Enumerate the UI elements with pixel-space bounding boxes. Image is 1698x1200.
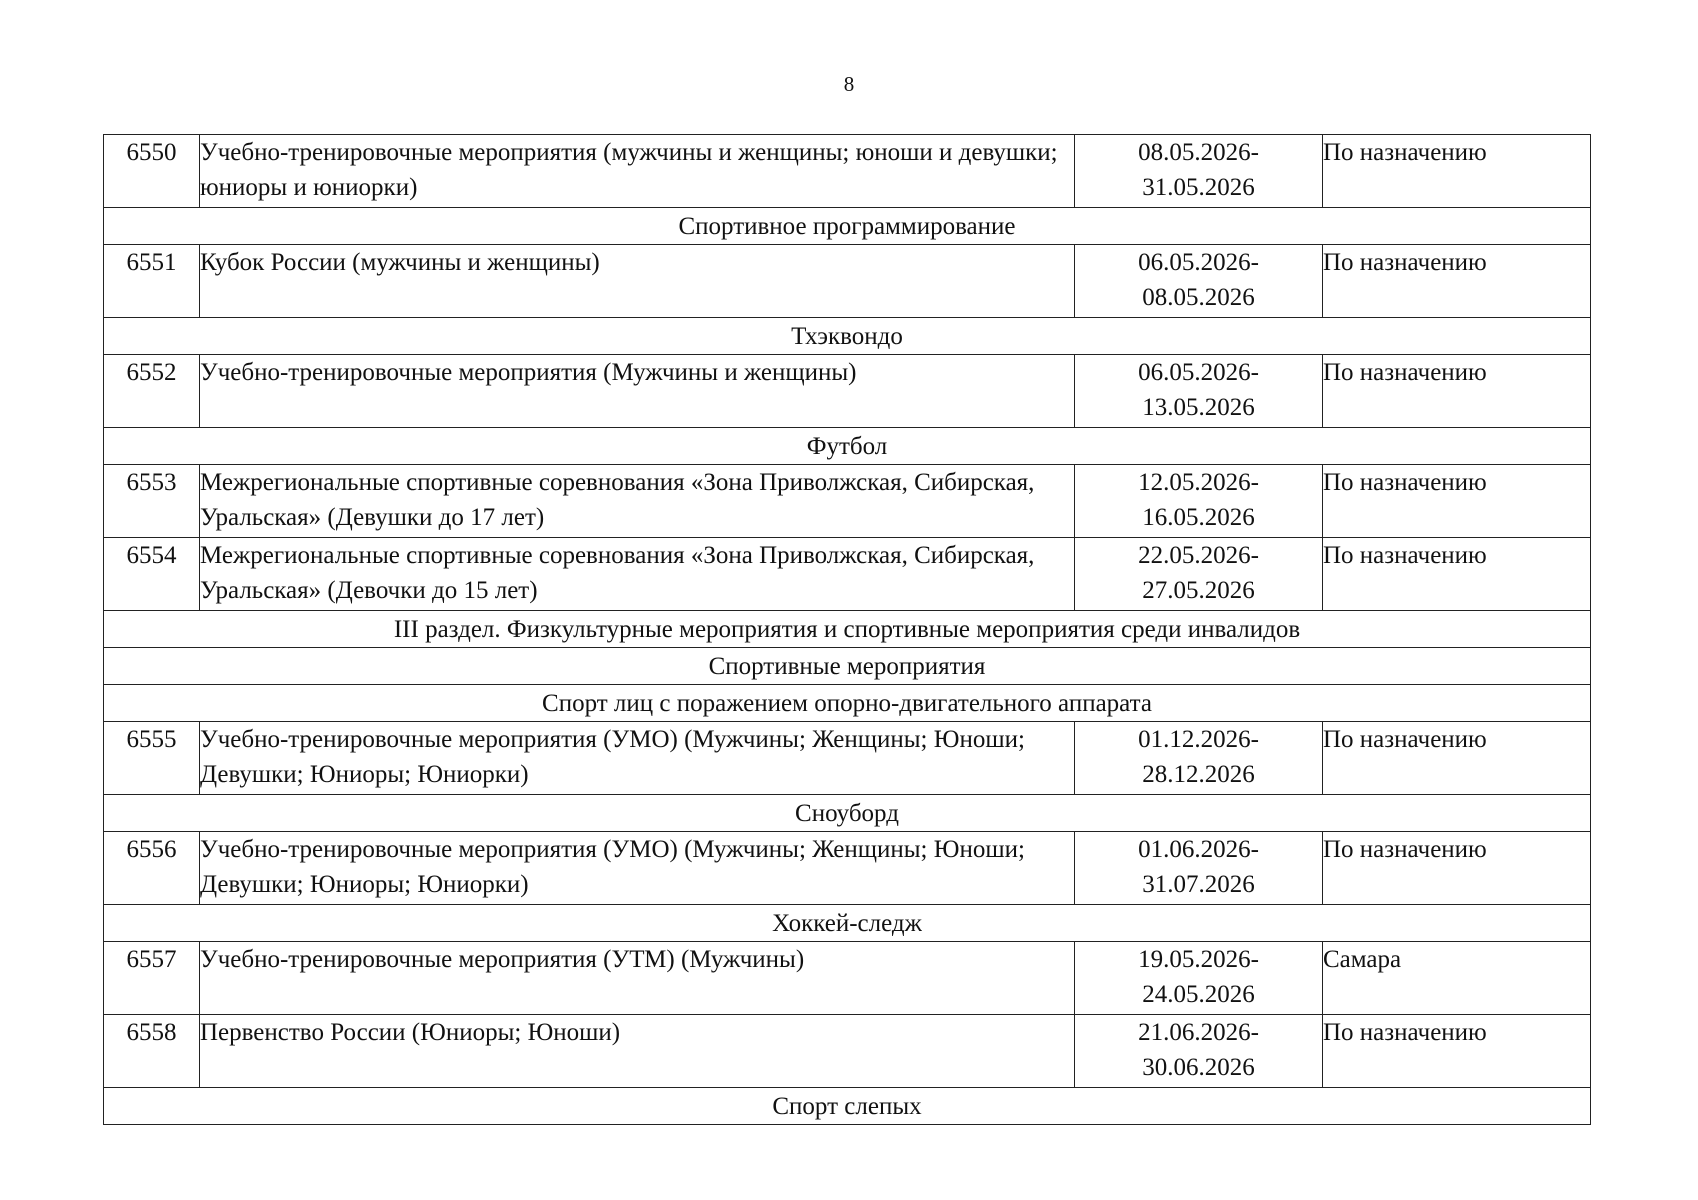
event-number: 6554 xyxy=(104,538,200,611)
date-end: 30.06.2026 xyxy=(1142,1054,1255,1081)
table-row xyxy=(104,538,1591,611)
event-place: По назначению xyxy=(1323,245,1591,318)
date-start: 06.05.2026- xyxy=(1138,249,1259,276)
events-table xyxy=(103,134,1591,1125)
event-name: Первенство России (Юниоры; Юноши) xyxy=(200,1015,1075,1088)
date-end: 31.05.2026 xyxy=(1142,174,1255,201)
table-row xyxy=(104,465,1591,538)
event-dates xyxy=(1075,135,1323,208)
date-end: 08.05.2026 xyxy=(1142,284,1255,311)
section-title: Футбол xyxy=(104,428,1591,465)
event-number: 6551 xyxy=(104,245,200,318)
section-header-row xyxy=(104,208,1591,245)
event-dates xyxy=(1075,1015,1323,1088)
event-name: Учебно-тренировочные мероприятия (УТМ) (Мужчины) xyxy=(200,942,1075,1015)
event-place: По назначению xyxy=(1323,722,1591,795)
date-start: 01.06.2026- xyxy=(1138,836,1259,863)
event-place: По назначению xyxy=(1323,135,1591,208)
date-start: 22.05.2026- xyxy=(1138,542,1259,569)
table-row xyxy=(104,245,1591,318)
date-start: 12.05.2026- xyxy=(1138,469,1259,496)
table-row xyxy=(104,832,1591,905)
section-header-row xyxy=(104,428,1591,465)
event-place: По назначению xyxy=(1323,465,1591,538)
event-number: 6556 xyxy=(104,832,200,905)
date-start: 01.12.2026- xyxy=(1138,726,1259,753)
date-end: 31.07.2026 xyxy=(1142,871,1255,898)
event-number: 6555 xyxy=(104,722,200,795)
event-number: 6557 xyxy=(104,942,200,1015)
event-dates xyxy=(1075,538,1323,611)
event-place: По назначению xyxy=(1323,538,1591,611)
event-dates xyxy=(1075,355,1323,428)
section-title: Тхэквондо xyxy=(104,318,1591,355)
date-end: 13.05.2026 xyxy=(1142,394,1255,421)
section-title: Сноуборд xyxy=(104,795,1591,832)
table-row xyxy=(104,1015,1591,1088)
page-number: 8 xyxy=(843,72,855,96)
event-dates xyxy=(1075,942,1323,1015)
date-end: 24.05.2026 xyxy=(1142,981,1255,1008)
section-title: Спорт лиц с поражением опорно-двигательного аппарата xyxy=(104,685,1591,722)
section-title: Спортивное программирование xyxy=(104,208,1591,245)
section-title: Спорт слепых xyxy=(104,1088,1591,1125)
table-row xyxy=(104,722,1591,795)
section-title: III раздел. Физкультурные мероприятия и спортивные мероприятия среди инвалидов xyxy=(104,611,1591,648)
event-name: Межрегиональные спортивные соревнования «Зона Приволжская, Сибирская, Уральская» (Девушки до 17 лет) xyxy=(200,465,1075,538)
section-title: Хоккей-следж xyxy=(104,905,1591,942)
date-end: 16.05.2026 xyxy=(1142,504,1255,531)
section-header-row xyxy=(104,611,1591,648)
event-name: Межрегиональные спортивные соревнования «Зона Приволжская, Сибирская, Уральская» (Девочки до 15 лет) xyxy=(200,538,1075,611)
section-header-row xyxy=(104,905,1591,942)
section-header-row xyxy=(104,685,1591,722)
date-start: 21.06.2026- xyxy=(1138,1019,1259,1046)
table-row xyxy=(104,355,1591,428)
event-name: Учебно-тренировочные мероприятия (УМО) (Мужчины; Женщины; Юноши; Девушки; Юниоры; Юниорки) xyxy=(200,832,1075,905)
event-number: 6553 xyxy=(104,465,200,538)
event-number: 6550 xyxy=(104,135,200,208)
date-start: 08.05.2026- xyxy=(1138,139,1259,166)
date-end: 28.12.2026 xyxy=(1142,761,1255,788)
date-start: 06.05.2026- xyxy=(1138,359,1259,386)
event-name: Учебно-тренировочные мероприятия (Мужчины и женщины) xyxy=(200,355,1075,428)
table-row xyxy=(104,135,1591,208)
event-number: 6552 xyxy=(104,355,200,428)
event-name: Учебно-тренировочные мероприятия (УМО) (Мужчины; Женщины; Юноши; Девушки; Юниоры; Юниорки) xyxy=(200,722,1075,795)
event-number: 6558 xyxy=(104,1015,200,1088)
event-name: Учебно-тренировочные мероприятия (мужчины и женщины; юноши и девушки; юниоры и юниорки) xyxy=(200,135,1075,208)
date-end: 27.05.2026 xyxy=(1142,577,1255,604)
section-header-row xyxy=(104,318,1591,355)
event-dates xyxy=(1075,722,1323,795)
section-header-row xyxy=(104,1088,1591,1125)
event-place: По назначению xyxy=(1323,1015,1591,1088)
section-title: Спортивные мероприятия xyxy=(104,648,1591,685)
section-header-row xyxy=(104,648,1591,685)
event-dates xyxy=(1075,245,1323,318)
event-name: Кубок России (мужчины и женщины) xyxy=(200,245,1075,318)
event-dates xyxy=(1075,832,1323,905)
date-start: 19.05.2026- xyxy=(1138,946,1259,973)
table-row xyxy=(104,942,1591,1015)
event-place: Самара xyxy=(1323,942,1591,1015)
event-place: По назначению xyxy=(1323,355,1591,428)
event-place: По назначению xyxy=(1323,832,1591,905)
event-dates xyxy=(1075,465,1323,538)
section-header-row xyxy=(104,795,1591,832)
events-table-body xyxy=(104,135,1591,1125)
